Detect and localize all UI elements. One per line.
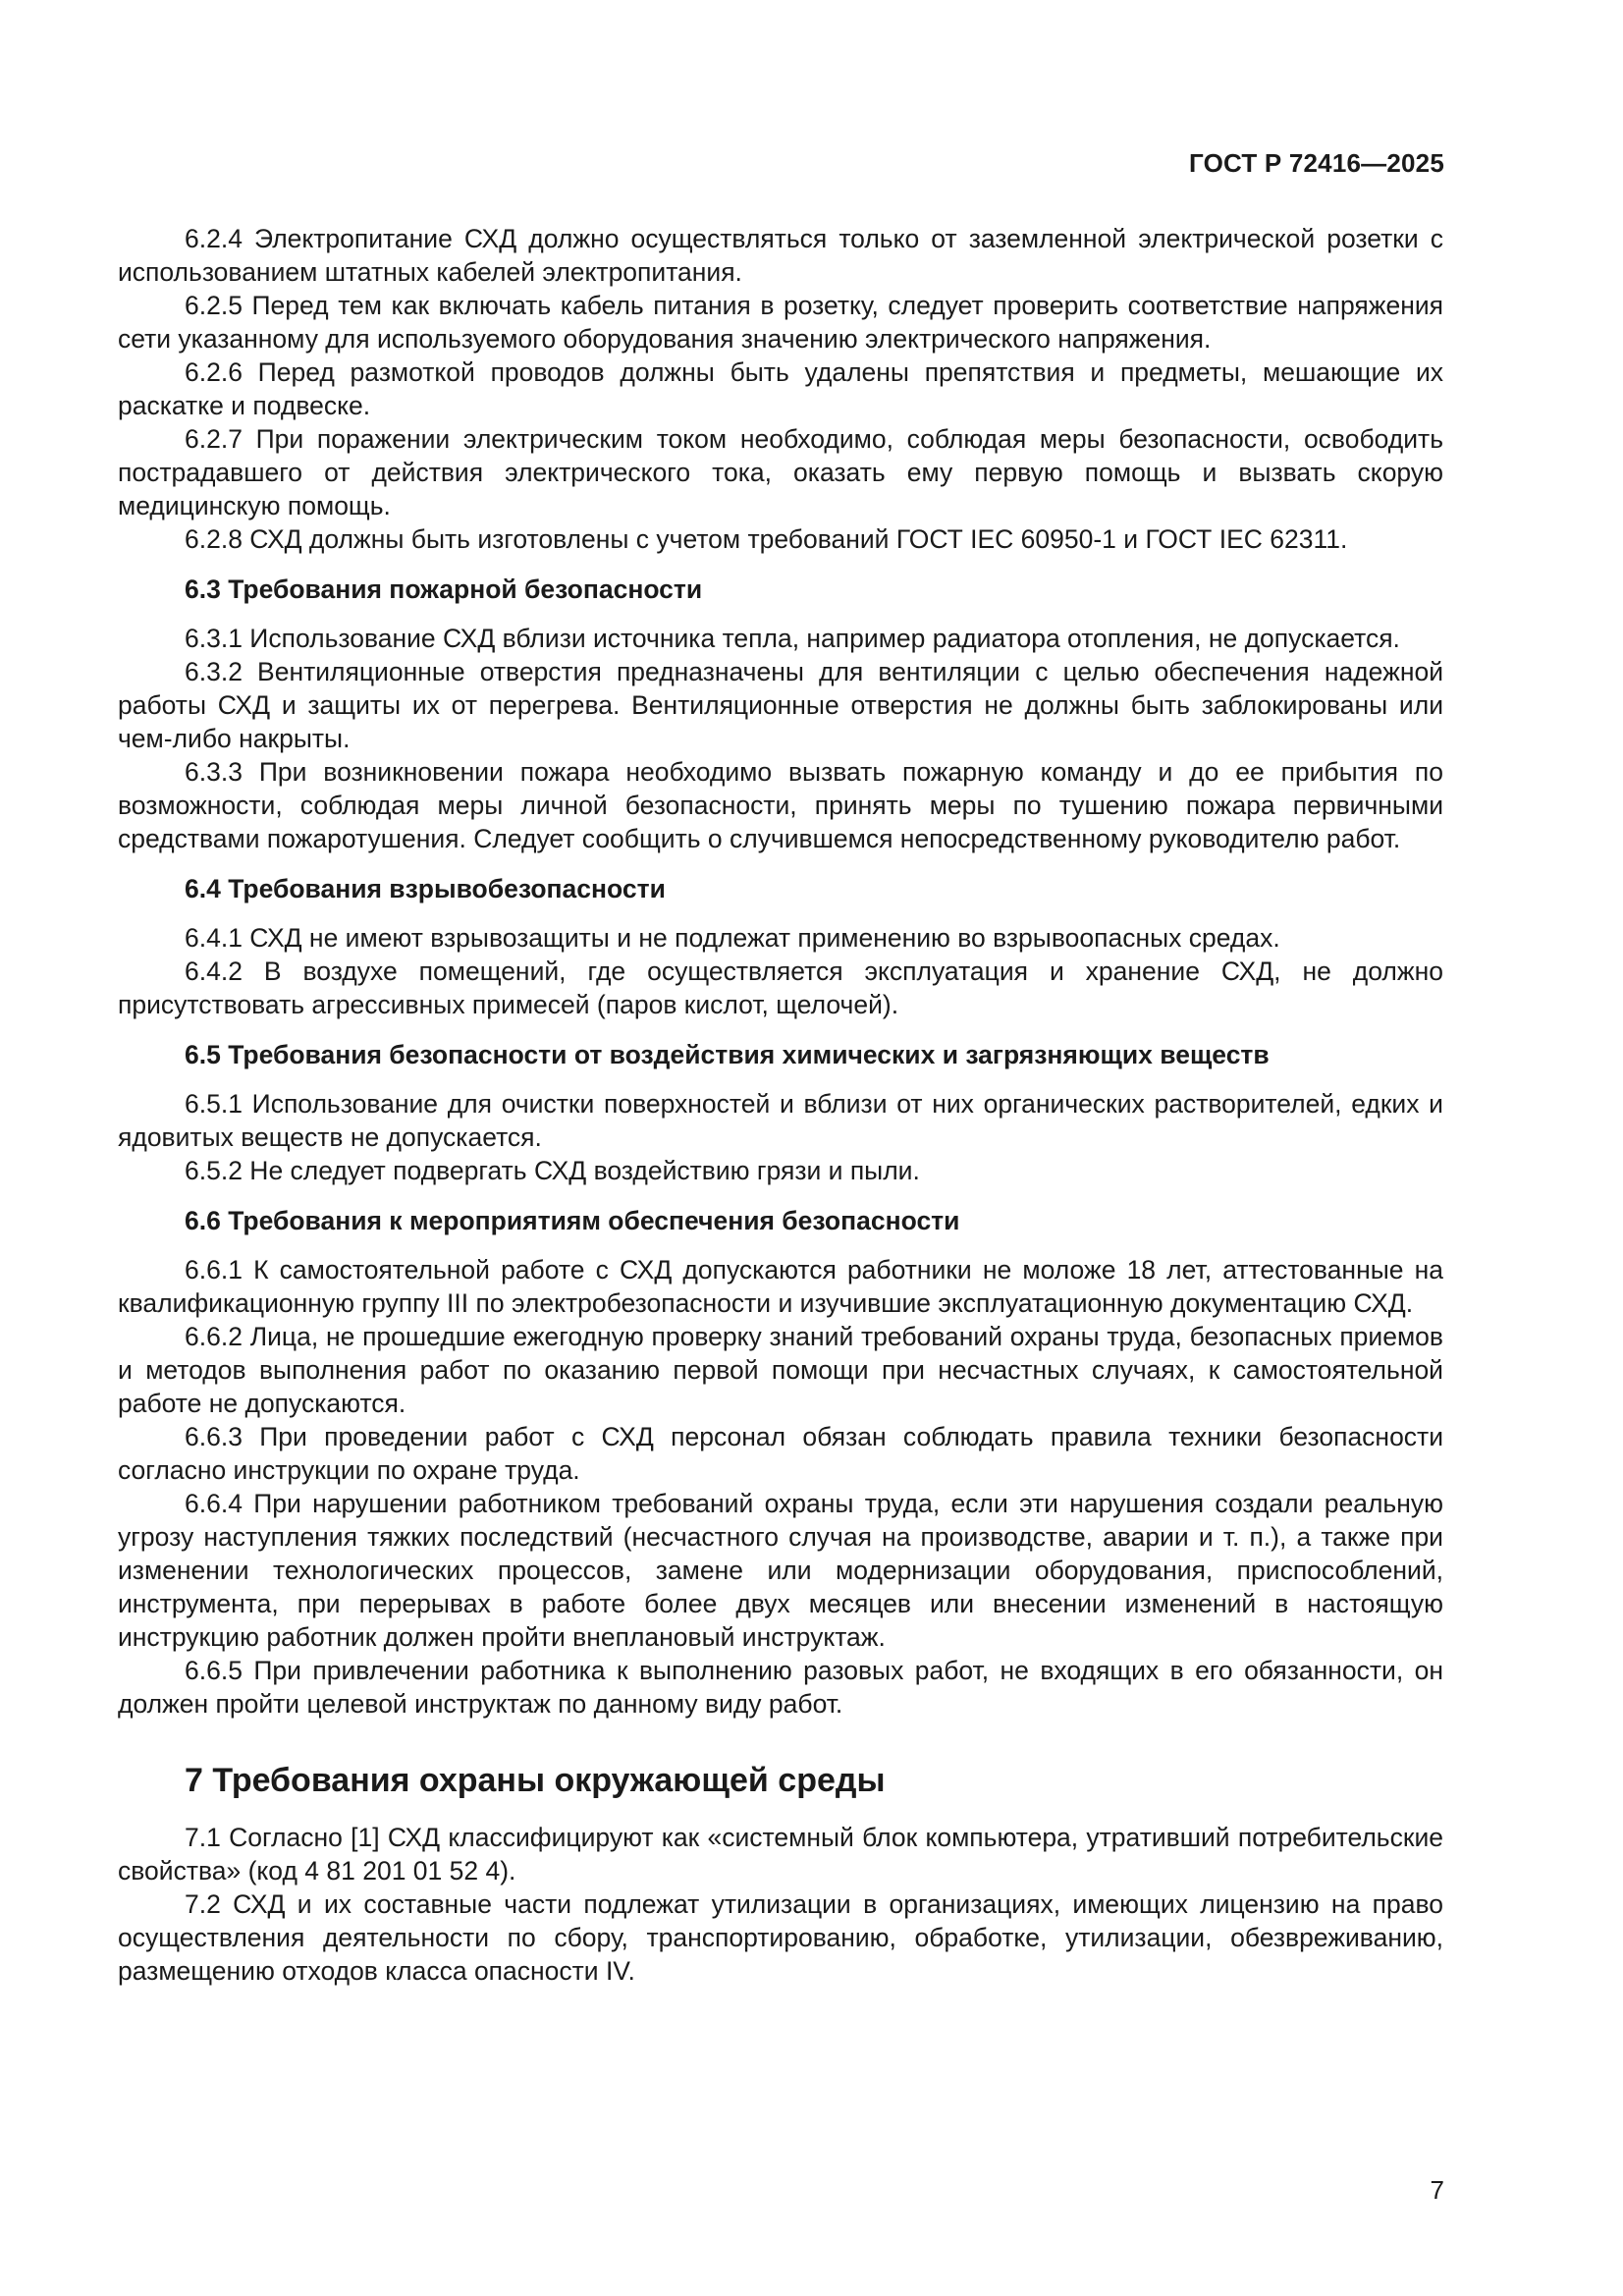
paragraph: 6.6.2 Лица, не прошедшие ежегодную проверку знаний требований охраны труда, безопасных приемов и методов выполнения работ по оказанию первой помощи при несчастных случаях, к самостоятельной работе не допускаются. xyxy=(118,1322,1443,1418)
document-body xyxy=(118,222,1443,1988)
paragraph: 7.2 СХД и их составные части подлежат утилизации в организациях, имеющих лицензию на право осуществления деятельности по сбору, транспортированию, обработке, утилизации, обезвреживанию, размещению отходов класса опасности IV. xyxy=(118,1889,1443,1986)
subsection-heading: 6.3 Требования пожарной безопасности xyxy=(185,574,703,604)
section-heading: 7 Требования охраны окружающей среды xyxy=(185,1762,886,1799)
paragraph: 6.4.2 В воздухе помещений, где осуществляется эксплуатация и хранение СХД, не должно присутствовать агрессивных примесей (паров кислот, щелочей). xyxy=(118,957,1443,1019)
subsection-heading: 6.4 Требования взрывобезопасности xyxy=(185,874,666,903)
paragraph: 6.6.1 К самостоятельной работе с СХД допускаются работники не моложе 18 лет, аттестованные на квалификационную группу III по электробезопасности и изучившие эксплуатационную документацию СХД. xyxy=(118,1255,1443,1318)
paragraph: 6.2.6 Перед размоткой проводов должны быть удалены препятствия и предметы, мешающие их раскатке и подвеске. xyxy=(118,357,1443,420)
paragraph: 6.2.7 При поражении электрическим током необходимо, соблюдая меры безопасности, освободить пострадавшего от действия электрического тока, оказать ему первую помощь и вызвать скорую медицинскую помощь. xyxy=(118,424,1443,520)
paragraph: 6.2.5 Перед тем как включать кабель питания в розетку, следует проверить соответствие напряжения сети указанному для используемого оборудования значению электрического напряжения. xyxy=(118,291,1443,354)
paragraph: 7.1 Согласно [1] СХД классифицируют как «системный блок компьютера, утративший потребительские свойства» (код 4 81 201 01 52 4). xyxy=(118,1823,1443,1886)
paragraph: 6.6.4 При нарушении работником требований охраны труда, если эти нарушения создали реальную угрозу наступления тяжких последствий (несчастного случая на производстве, аварии и т. п.), а также при изменении технологических процессов, замене или модернизации оборудования, приспособлений, инструмента, при перерывах в работе более двух месяцев или внесении изменений в настоящую инструкцию работник должен пройти внеплановый инструктаж. xyxy=(118,1489,1443,1652)
subsection-heading: 6.6 Требования к мероприятиям обеспечения безопасности xyxy=(185,1206,960,1235)
paragraph: 6.3.1 Использование СХД вблизи источника тепла, например радиатора отопления, не допускается. xyxy=(185,624,1400,653)
paragraph: 6.4.1 СХД не имеют взрывозащиты и не подлежат применению во взрывоопасных средах. xyxy=(185,923,1280,953)
paragraph: 6.5.1 Использование для очистки поверхностей и вблизи от них органических растворителей, едких и ядовитых веществ не допускается. xyxy=(118,1089,1443,1152)
paragraph: 6.6.3 При проведении работ с СХД персонал обязан соблюдать правила техники безопасности согласно инструкции по охране труда. xyxy=(118,1422,1443,1485)
paragraph: 6.3.2 Вентиляционные отверстия предназначены для вентиляции с целью обеспечения надежной работы СХД и защиты их от перегрева. Вентиляционные отверстия не должны быть заблокированы или чем-либо накрыты. xyxy=(118,657,1443,753)
paragraph: 6.5.2 Не следует подвергать СХД воздействию грязи и пыли. xyxy=(185,1156,920,1185)
document-code-header: ГОСТ Р 72416—2025 xyxy=(1189,148,1444,178)
paragraph: 6.6.5 При привлечении работника к выполнению разовых работ, не входящих в его обязанности, он должен пройти целевой инструктаж по данному виду работ. xyxy=(118,1656,1443,1719)
page-number: 7 xyxy=(1430,2175,1444,2205)
paragraph: 6.2.8 СХД должны быть изготовлены с учетом требований ГОСТ IEC 60950-1 и ГОСТ IEC 62311. xyxy=(185,524,1348,554)
paragraph: 6.2.4 Электропитание СХД должно осуществляться только от заземленной электрической розетки с использованием штатных кабелей электропитания. xyxy=(118,224,1443,287)
subsection-heading: 6.5 Требования безопасности от воздействия химических и загрязняющих веществ xyxy=(185,1040,1270,1069)
paragraph: 6.3.3 При возникновении пожара необходимо вызвать пожарную команду и до ее прибытия по возможности, соблюдая меры личной безопасности, принять меры по тушению пожара первичными средствами пожаротушения. Следует сообщить о случившемся непосредственному руководителю работ. xyxy=(118,757,1443,853)
